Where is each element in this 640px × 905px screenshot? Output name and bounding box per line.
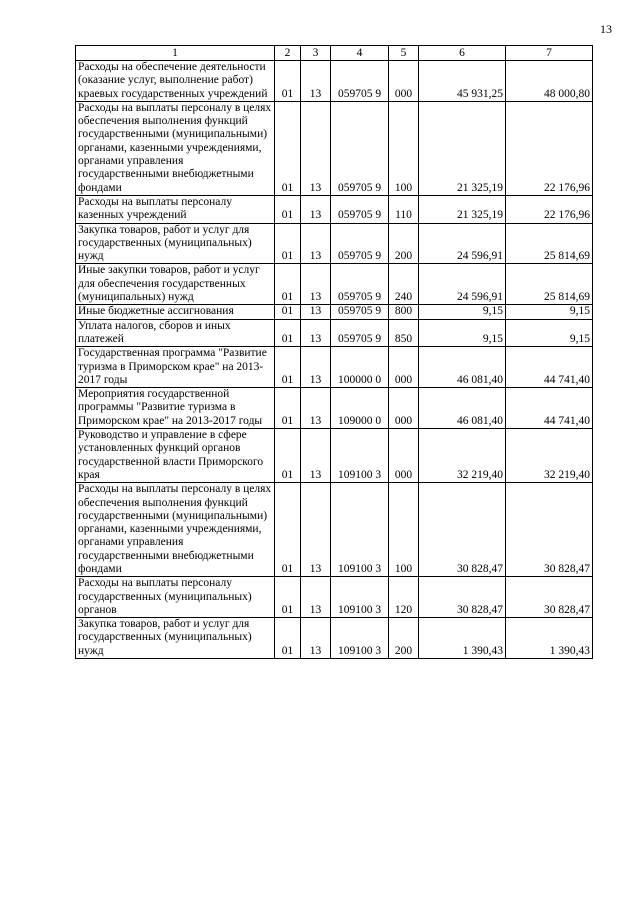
table-row — [76, 577, 593, 618]
row-amount-7: 9,15 — [506, 319, 593, 347]
table-row — [76, 101, 593, 195]
row-expense-type: 240 — [389, 264, 419, 305]
row-subsection: 13 — [301, 195, 331, 223]
row-amount-6: 46 081,40 — [419, 347, 506, 388]
row-section: 01 — [275, 61, 301, 102]
row-expense-type: 200 — [389, 223, 419, 264]
row-amount-7: 32 219,40 — [506, 429, 593, 483]
row-target-code: 059705 9 — [331, 101, 389, 195]
row-amount-6: 45 931,25 — [419, 61, 506, 102]
row-section: 01 — [275, 101, 301, 195]
row-subsection: 13 — [301, 388, 331, 429]
row-subsection: 13 — [301, 61, 331, 102]
row-name: Расходы на выплаты персоналу казенных учреждений — [76, 195, 275, 223]
row-amount-7: 44 741,40 — [506, 388, 593, 429]
row-amount-7: 25 814,69 — [506, 264, 593, 305]
row-target-code: 059705 9 — [331, 264, 389, 305]
row-expense-type: 100 — [389, 483, 419, 577]
row-subsection: 13 — [301, 319, 331, 347]
row-expense-type: 120 — [389, 577, 419, 618]
row-target-code: 109100 3 — [331, 577, 389, 618]
row-amount-7: 48 000,80 — [506, 61, 593, 102]
budget-table — [75, 45, 593, 659]
row-target-code: 059705 9 — [331, 61, 389, 102]
table-row — [76, 305, 593, 319]
row-section: 01 — [275, 264, 301, 305]
table-row — [76, 223, 593, 264]
table-row — [76, 429, 593, 483]
row-section: 01 — [275, 195, 301, 223]
row-name: Иные закупки товаров, работ и услуг для обеспечения государственных (муниципальных) нужд — [76, 264, 275, 305]
table-row — [76, 618, 593, 659]
row-amount-6: 46 081,40 — [419, 388, 506, 429]
row-amount-7: 22 176,96 — [506, 101, 593, 195]
table-row — [76, 388, 593, 429]
header-cell: 1 — [76, 46, 275, 61]
row-target-code: 109000 0 — [331, 388, 389, 429]
row-section: 01 — [275, 429, 301, 483]
header-cell: 3 — [301, 46, 331, 61]
table-row — [76, 319, 593, 347]
row-amount-6: 24 596,91 — [419, 264, 506, 305]
row-name: Расходы на выплаты персоналу в целях обеспечения выполнения функций государственными (муниципальными) органами, казенными учреждениями, органами управления государственными внебюджетными фондами — [76, 101, 275, 195]
row-name: Расходы на обеспечение деятельности (оказание услуг, выполнение работ) краевых государственных учреждений — [76, 61, 275, 102]
row-amount-6: 32 219,40 — [419, 429, 506, 483]
table-row — [76, 483, 593, 577]
row-amount-6: 9,15 — [419, 319, 506, 347]
row-amount-7: 1 390,43 — [506, 618, 593, 659]
row-amount-7: 44 741,40 — [506, 347, 593, 388]
row-subsection: 13 — [301, 347, 331, 388]
row-target-code: 059705 9 — [331, 305, 389, 319]
row-name: Закупка товаров, работ и услуг для государственных (муниципальных) нужд — [76, 618, 275, 659]
row-section: 01 — [275, 618, 301, 659]
row-amount-6: 21 325,19 — [419, 101, 506, 195]
table-row — [76, 264, 593, 305]
row-target-code: 109100 3 — [331, 429, 389, 483]
row-section: 01 — [275, 347, 301, 388]
row-subsection: 13 — [301, 483, 331, 577]
row-expense-type: 000 — [389, 347, 419, 388]
row-name: Государственная программа "Развитие туризма в Приморском крае" на 2013-2017 годы — [76, 347, 275, 388]
row-expense-type: 100 — [389, 101, 419, 195]
row-subsection: 13 — [301, 223, 331, 264]
row-expense-type: 110 — [389, 195, 419, 223]
row-name: Иные бюджетные ассигнования — [76, 305, 275, 319]
row-section: 01 — [275, 319, 301, 347]
row-target-code: 059705 9 — [331, 195, 389, 223]
row-expense-type: 000 — [389, 388, 419, 429]
row-target-code: 100000 0 — [331, 347, 389, 388]
table-row — [76, 61, 593, 102]
row-amount-6: 9,15 — [419, 305, 506, 319]
row-name: Расходы на выплаты персоналу государственных (муниципальных) органов — [76, 577, 275, 618]
row-amount-6: 30 828,47 — [419, 483, 506, 577]
row-subsection: 13 — [301, 305, 331, 319]
row-name: Закупка товаров, работ и услуг для государственных (муниципальных) нужд — [76, 223, 275, 264]
row-subsection: 13 — [301, 618, 331, 659]
row-amount-7: 30 828,47 — [506, 577, 593, 618]
row-subsection: 13 — [301, 577, 331, 618]
row-section: 01 — [275, 388, 301, 429]
table-header-row — [76, 46, 593, 61]
row-target-code: 109100 3 — [331, 483, 389, 577]
row-amount-7: 30 828,47 — [506, 483, 593, 577]
row-amount-6: 1 390,43 — [419, 618, 506, 659]
row-section: 01 — [275, 305, 301, 319]
page-number: 13 — [600, 22, 612, 36]
row-expense-type: 850 — [389, 319, 419, 347]
row-section: 01 — [275, 483, 301, 577]
row-expense-type: 800 — [389, 305, 419, 319]
table-row — [76, 347, 593, 388]
row-target-code: 059705 9 — [331, 319, 389, 347]
row-subsection: 13 — [301, 429, 331, 483]
row-subsection: 13 — [301, 264, 331, 305]
row-amount-7: 22 176,96 — [506, 195, 593, 223]
row-expense-type: 000 — [389, 61, 419, 102]
row-section: 01 — [275, 223, 301, 264]
row-name: Расходы на выплаты персоналу в целях обеспечения выполнения функций государственными (муниципальными) органами, казенными учреждениями, органами управления государственными внебюджетными фондами — [76, 483, 275, 577]
row-target-code: 059705 9 — [331, 223, 389, 264]
header-cell: 2 — [275, 46, 301, 61]
row-expense-type: 000 — [389, 429, 419, 483]
row-name: Мероприятия государственной программы "Развитие туризма в Приморском крае" на 2013-2017 годы — [76, 388, 275, 429]
row-name: Руководство и управление в сфере установленных функций органов государственной власти Приморского края — [76, 429, 275, 483]
row-subsection: 13 — [301, 101, 331, 195]
row-amount-7: 25 814,69 — [506, 223, 593, 264]
row-amount-6: 30 828,47 — [419, 577, 506, 618]
row-amount-7: 9,15 — [506, 305, 593, 319]
row-amount-6: 21 325,19 — [419, 195, 506, 223]
header-cell: 4 — [331, 46, 389, 61]
table-row — [76, 195, 593, 223]
header-cell: 5 — [389, 46, 419, 61]
row-section: 01 — [275, 577, 301, 618]
row-target-code: 109100 3 — [331, 618, 389, 659]
row-amount-6: 24 596,91 — [419, 223, 506, 264]
row-name: Уплата налогов, сборов и иных платежей — [76, 319, 275, 347]
header-cell: 7 — [506, 46, 593, 61]
row-expense-type: 200 — [389, 618, 419, 659]
header-cell: 6 — [419, 46, 506, 61]
